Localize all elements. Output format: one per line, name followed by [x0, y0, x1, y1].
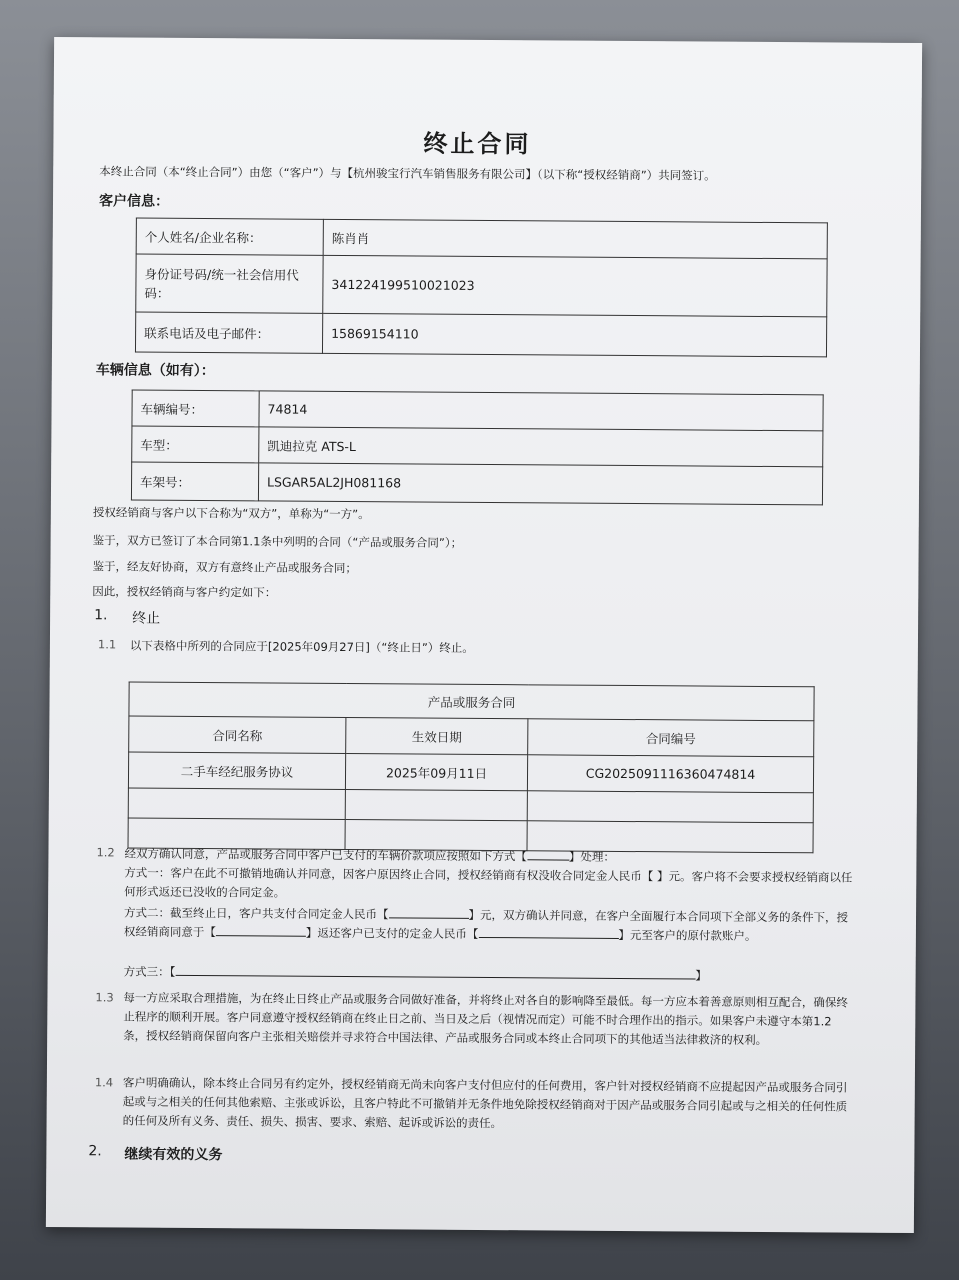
contract-table-caption: 产品或服务合同 — [129, 682, 814, 721]
customer-value: 陈肖肖 — [323, 219, 827, 259]
clause-1-2-way2 — [124, 903, 854, 946]
intro-paragraph: 本终止合同（本“终止合同”）由您（“客户”）与【杭州骏宝行汽车销售服务有限公司】（以下称“授权经销商”）共同签订。 — [99, 164, 716, 183]
vehicle-value: LSGAR5AL2JH081168 — [258, 463, 822, 505]
header-contract-name: 合同名称 — [129, 716, 346, 754]
customer-value: 341224199510021023 — [323, 255, 827, 317]
way3-blank[interactable] — [175, 975, 695, 980]
table-row — [128, 752, 813, 793]
customer-heading: 客户信息： — [98, 193, 170, 210]
way2-part-b: 】元，双方确认并同意，在客户全面履行本合同项下全部义务的条件下，授权经销商同意于【 — [123, 907, 849, 940]
way3-end: 】 — [695, 968, 707, 983]
method-blank[interactable] — [527, 859, 569, 860]
customer-label: 个人姓名/企业名称： — [136, 218, 323, 255]
vehicle-info-table — [131, 390, 824, 506]
vehicle-value: 凯迪拉克 ATS-L — [259, 427, 823, 467]
way2-part-a: 方式二：截至终止日，客户共支付合同定金人民币【 — [124, 905, 389, 922]
clause-1-1-number: 1.1 — [97, 637, 117, 652]
way3-text: 方式三：【 — [123, 964, 176, 979]
vehicle-label: 车辆编号： — [132, 390, 259, 427]
vehicle-row — [132, 390, 823, 431]
section2-number: 2. — [88, 1143, 102, 1160]
customer-row — [136, 218, 827, 259]
recital-line: 因此，授权经销商与客户约定如下： — [92, 584, 277, 600]
section1-number: 1. — [94, 607, 108, 624]
header-effective-date: 生效日期 — [346, 718, 528, 755]
way2-part-d: 】元至客户的原付款账户。 — [618, 927, 757, 943]
clause-1-2-way1: 方式一：客户在此不可撤销地确认并同意，因客户原因终止合同，授权经销商有权没收合同定金人民币【 】元。客户将不会要求授权经销商以任何形式返还已没收的合同定金。 — [124, 865, 853, 900]
deposit-paid-blank[interactable] — [389, 917, 469, 919]
clause-1-1-text: 以下表格中所列的合同应于[2025年09月27日]（“终止日”）终止。 — [129, 638, 474, 655]
clause-1-4-number: 1.4 — [94, 1075, 114, 1090]
document-title: 终止合同 — [423, 129, 532, 159]
clause-1-2-lead-end: 】处理： — [568, 849, 616, 864]
header-contract-number: 合同编号 — [528, 719, 814, 757]
refund-date-blank[interactable] — [216, 935, 306, 937]
customer-row — [136, 254, 827, 317]
effective-date-cell: 2025年09月11日 — [345, 754, 527, 791]
section2-title: 继续有效的义务 — [124, 1146, 223, 1164]
vehicle-value: 74814 — [259, 391, 823, 431]
vehicle-row — [131, 462, 822, 505]
recital-line: 鉴于，经友好协商，双方有意终止产品或服务合同； — [92, 559, 358, 576]
customer-row — [135, 312, 826, 357]
clause-1-3-number: 1.3 — [95, 990, 114, 1005]
contract-number-cell: CG2025091116360474814 — [527, 755, 813, 793]
clause-1-2-lead-text: 经双方确认同意，产品或服务合同中客户已支付的车辆价款项应按照如下方式【 — [124, 846, 528, 864]
section1-title: 终止 — [132, 610, 161, 627]
document-page — [46, 37, 922, 1233]
recital-line: 鉴于，双方已签订了本合同第1.1条中列明的合同（“产品或服务合同”）； — [92, 533, 463, 550]
clause-1-2-lead — [124, 845, 615, 864]
effective-date-cell — [345, 790, 527, 821]
way2-part-c: 】返还客户已支付的定金人民币【 — [305, 925, 479, 941]
contract-name-cell — [128, 788, 345, 820]
customer-label: 联系电话及电子邮件： — [135, 312, 322, 353]
refund-amount-blank[interactable] — [478, 937, 618, 939]
vehicle-heading: 车辆信息（如有）： — [95, 362, 215, 380]
vehicle-row — [132, 426, 823, 467]
contract-name-cell: 二手车经纪服务协议 — [128, 752, 345, 790]
clause-1-4-text: 客户明确确认，除本终止合同另有约定外，授权经销商无尚未向客户支付但应付的任何费用，客户针对授权经销商不应提起因产品或服务合同引起或与之相关的任何其他索赔、主张或诉讼，且客户特此不可撤销并无条件地免除授权经销商对于因产品或服务合同引起或与之相关的任何性质的任何及所有义务、责任、损失、损害、要求、索赔、起诉或诉讼的责任。 — [122, 1075, 848, 1131]
contract-table — [128, 682, 815, 854]
table-row — [128, 788, 813, 823]
contract-table-caption-row — [129, 682, 814, 721]
contract-table-header-row — [129, 716, 814, 757]
vehicle-label: 车架号： — [131, 462, 258, 501]
clause-1-3-text: 每一方应采取合理措施，为在终止日终止产品或服务合同做好准备，并将终止对各自的影响降至最低。每一方应本着善意原则相互配合，确保终止程序的顺利开展。客户同意遵守授权经销商在终止日之前、当日及之后（视情况而定）可能不时合理作出的指示。如果客户未遵守本第1.2条，授权经销商保留向客户主张相关赔偿并寻求符合中国法律、产品或服务合同或本终止合同项下的其他适当法律救济的权利。 — [123, 990, 848, 1047]
effective-date-cell — [345, 820, 527, 851]
contract-number-cell — [527, 791, 813, 823]
recital-line: 授权经销商与客户以下合称为“双方”，单称为“一方”。 — [92, 505, 370, 522]
customer-value: 15869154110 — [322, 313, 826, 357]
customer-info-table — [135, 218, 828, 358]
clause-1-2-way3 — [124, 963, 707, 983]
vehicle-label: 车型： — [132, 426, 259, 463]
customer-label: 身份证号码/统一社会信用代码： — [136, 254, 323, 313]
clause-1-2-number: 1.2 — [96, 845, 115, 860]
